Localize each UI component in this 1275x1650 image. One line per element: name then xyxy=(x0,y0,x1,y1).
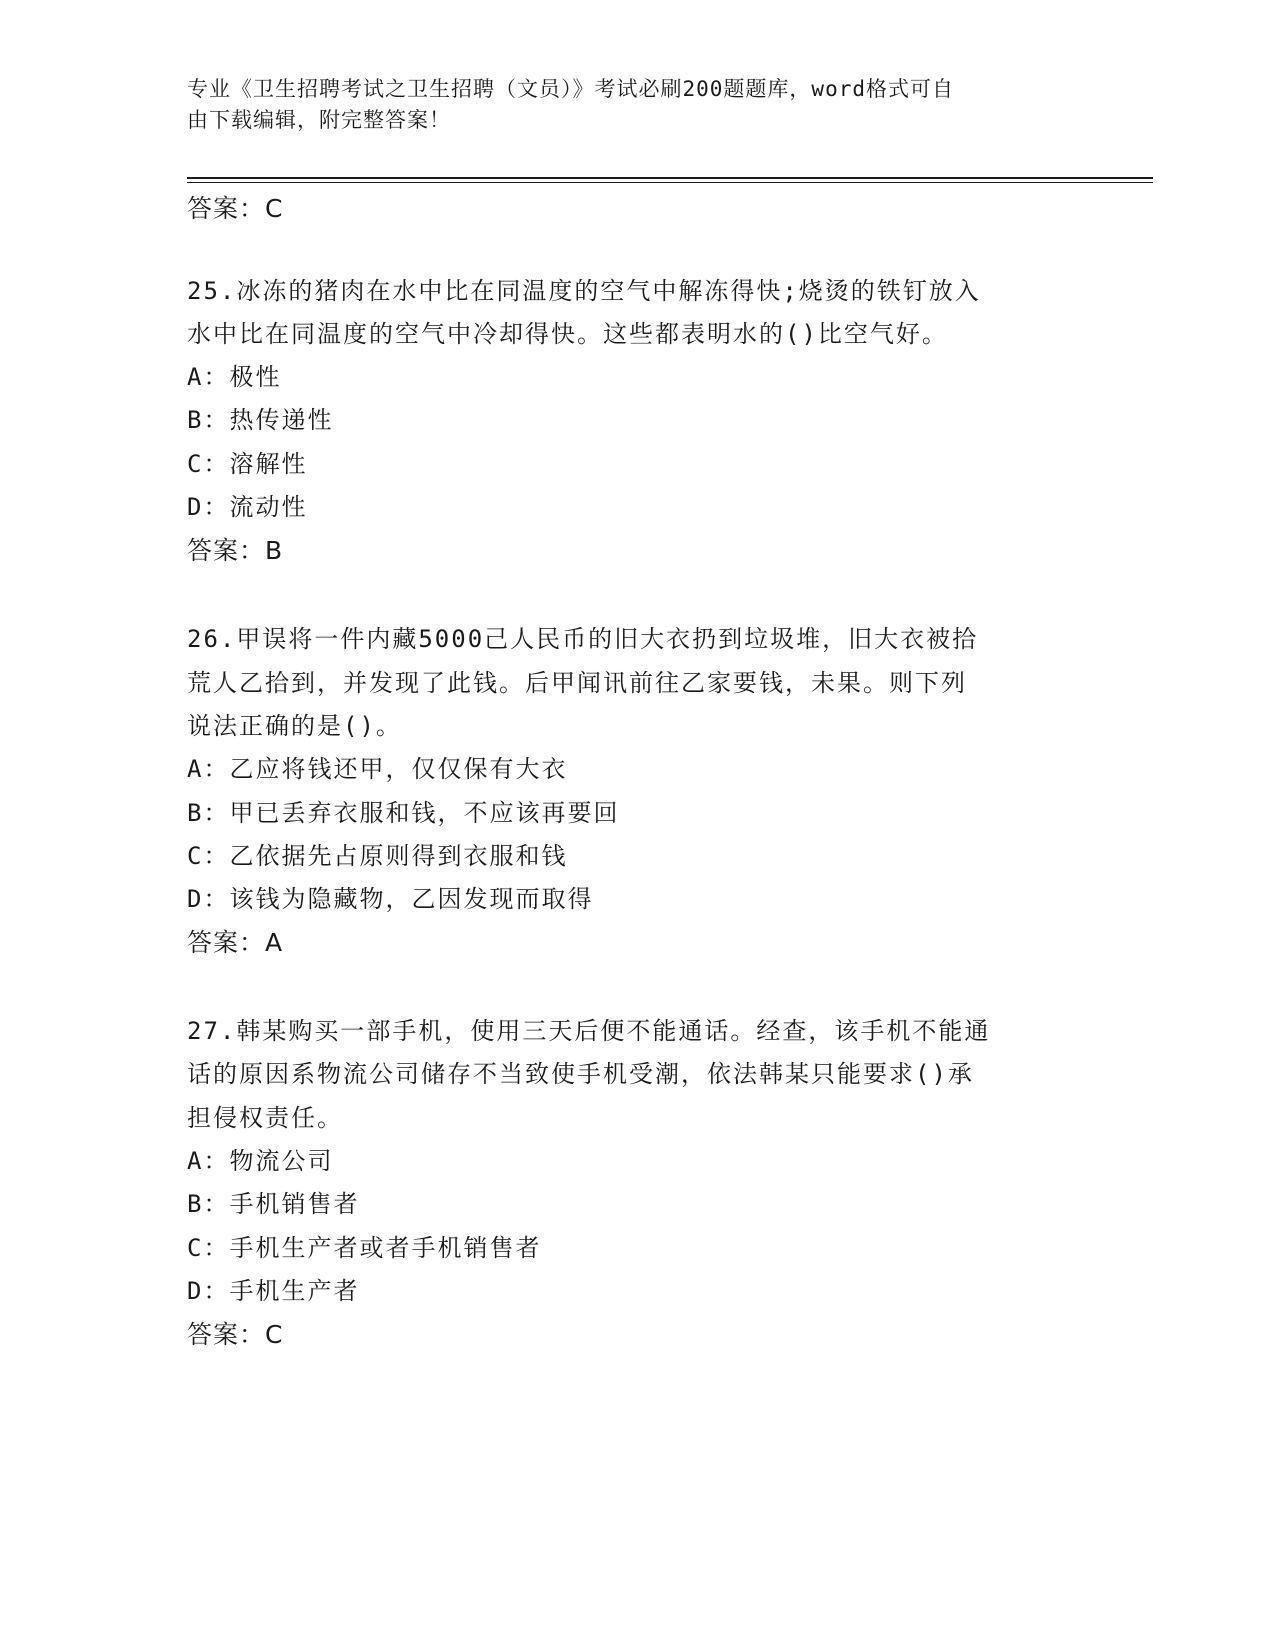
question-27-option-c: C：手机生产者或者手机销售者 xyxy=(187,1234,542,1262)
header-divider-thin xyxy=(187,182,1153,183)
question-25-option-a: A：极性 xyxy=(187,363,282,391)
question-26-stem-line-1: 26.甲误将一件内藏5000己人民币的旧大衣扔到垃圾堆，旧大衣被拾 xyxy=(187,625,979,653)
question-26-stem-line-3: 说法正确的是()。 xyxy=(187,712,402,740)
header-line-2: 由下载编辑，附完整答案！ xyxy=(187,108,451,132)
question-26-option-b: B：甲已丢弃衣服和钱，不应该再要回 xyxy=(187,799,620,827)
question-25-stem-line-1: 25.冰冻的猪肉在水中比在同温度的空气中解冻得快;烧烫的铁钉放入 xyxy=(187,277,981,305)
question-27-stem-line-3: 担侵权责任。 xyxy=(187,1104,343,1132)
question-25-stem-line-2: 水中比在同温度的空气中冷却得快。这些都表明水的()比空气好。 xyxy=(187,320,948,348)
document-header xyxy=(187,74,1067,136)
question-27-stem-line-1: 27.韩某购买一部手机，使用三天后便不能通话。经查，该手机不能通 xyxy=(187,1017,991,1045)
question-25-answer: 答案：B xyxy=(187,536,284,565)
question-25-option-c: C：溶解性 xyxy=(187,450,308,478)
question-27-stem-line-2: 话的原因系物流公司储存不当致使手机受潮，依法韩某只能要求()承 xyxy=(187,1060,974,1088)
question-27-option-a: A：物流公司 xyxy=(187,1147,334,1175)
question-27-answer: 答案：C xyxy=(187,1320,284,1349)
question-27-option-d: D：手机生产者 xyxy=(187,1277,360,1305)
question-26-option-c: C：乙依据先占原则得到衣服和钱 xyxy=(187,842,568,870)
previous-answer: 答案：C xyxy=(187,194,284,223)
question-25-option-d: D：流动性 xyxy=(187,493,308,521)
question-27-option-b: B：手机销售者 xyxy=(187,1190,360,1218)
question-26-option-a: A：乙应将钱还甲，仅仅保有大衣 xyxy=(187,755,568,783)
header-line-1: 专业《卫生招聘考试之卫生招聘（文员）》考试必刷200题题库，word格式可自 xyxy=(187,77,954,101)
question-26-option-d: D：该钱为隐藏物，乙因发现而取得 xyxy=(187,885,594,913)
question-26-stem-line-2: 荒人乙拾到，并发现了此钱。后甲闻讯前往乙家要钱，未果。则下列 xyxy=(187,669,967,697)
question-26-answer: 答案：A xyxy=(187,928,284,957)
question-25-option-b: B：热传递性 xyxy=(187,406,334,434)
header-divider-thick xyxy=(187,177,1153,179)
